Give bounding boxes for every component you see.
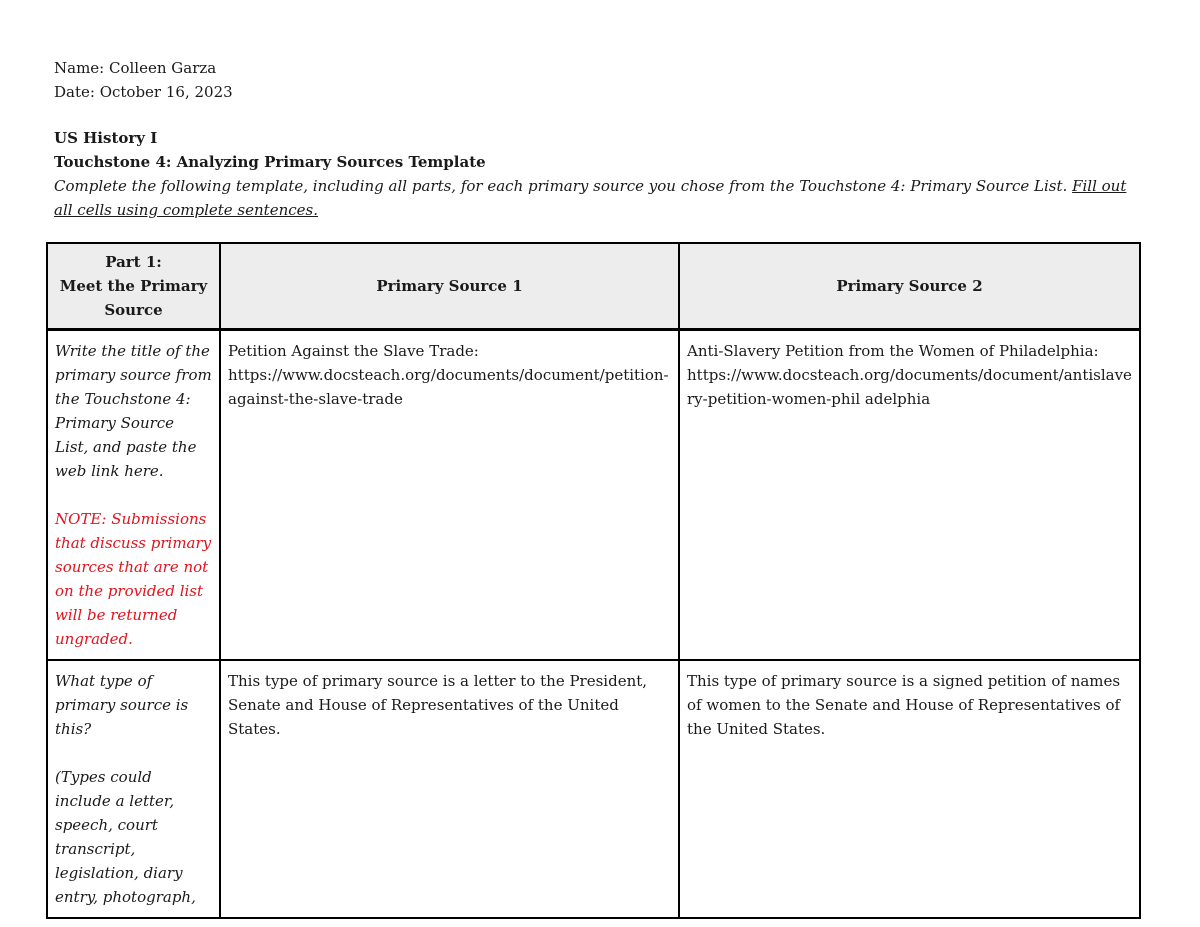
prompt-note: NOTE: Submissions that discuss primary sources that are not on the provided list will be returned ungraded.	[55, 510, 212, 648]
document-header	[54, 56, 1149, 222]
source1-type-cell[interactable]: This type of primary source is a letter to the President, Senate and House of Representatives of the United States.	[220, 660, 679, 918]
instructions-text: Complete the following template, including all parts, for each primary source you chose from the Touchstone 4: Primary Source List.	[54, 177, 1073, 195]
source2-type-cell[interactable]: This type of primary source is a signed petition of names of women to the Senate and House of Representatives of the United States.	[679, 660, 1140, 918]
source1-title-cell[interactable]: Petition Against the Slave Trade: https://www.docsteach.org/documents/document/petition-against-the-slave-trade	[220, 330, 679, 661]
prompt-text: What type of primary source is this?	[55, 672, 189, 738]
prompt-text: Write the title of the primary source from the Touchstone 4: Primary Source List, and paste the web link here.	[55, 342, 212, 480]
prompt-cell-type	[47, 660, 220, 918]
source2-header-cell: Primary Source 2	[679, 243, 1140, 330]
prompt-detail: (Types could include a letter, speech, court transcript, legislation, diary entry, photograph,	[55, 768, 196, 906]
source1-header-cell: Primary Source 1	[220, 243, 679, 330]
part-header-line1: Part 1:	[105, 253, 162, 271]
part-header-line2: Meet the Primary Source	[59, 277, 208, 319]
table-row	[47, 660, 1140, 918]
prompt-gap	[55, 741, 212, 765]
course-title: US History I	[54, 129, 158, 147]
student-name: Name: Colleen Garza	[54, 59, 217, 77]
prompt-cell-title	[47, 330, 220, 661]
table-header-row	[47, 243, 1140, 330]
header-spacer	[54, 104, 1149, 126]
source2-title-cell[interactable]: Anti-Slavery Petition from the Women of Philadelphia: https://www.docsteach.org/documents/document/antislavery-petition-women-phil adelphia	[679, 330, 1140, 661]
prompt-gap	[55, 483, 212, 507]
instructions	[54, 174, 1149, 222]
template-title: Touchstone 4: Analyzing Primary Sources Template	[54, 153, 486, 171]
primary-source-table	[46, 242, 1141, 919]
instructions-underlined: Fill out all cells using complete sentences.	[54, 177, 1127, 219]
submission-date: Date: October 16, 2023	[54, 83, 233, 101]
part-header-cell	[47, 243, 220, 330]
table-row	[47, 330, 1140, 661]
